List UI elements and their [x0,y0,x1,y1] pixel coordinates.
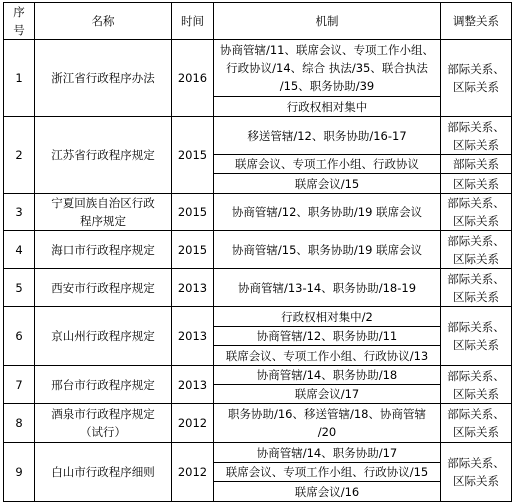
row-year: 2013 [177,377,208,392]
row-index: 2 [15,148,23,162]
row-index: 6 [15,329,23,343]
row-name: 邢台市行政程序规定 [51,377,155,392]
row-year: 2015 [177,148,208,162]
row-mechanism: 协商管辖/11、联席会议、专项工作小组、 行政协议/14、综合 执法/35、联合执法 /15、职务协助/39 [219,43,434,93]
row-adjust: 部际关系 [453,157,499,171]
row-mechanism: 联席会议、专项工作小组、行政协议 [235,157,419,171]
row-mechanism: 联席会议/16 [294,484,360,499]
row-mechanism: 协商管辖/14、职务协助/18 [256,368,398,382]
row-year: 2015 [177,242,208,257]
row-index: 7 [15,377,23,392]
row-name: 浙江省行政程序办法 [51,71,155,85]
row-index: 1 [15,71,23,85]
row-index: 5 [15,280,23,295]
header-year: 时间 [181,14,204,28]
row-adjust: 部际关系、 区际关系 [447,407,505,439]
row-mechanism: 联席会议、专项工作小组、行政协议/13 [225,348,429,363]
header-name: 名称 [91,14,115,28]
row-adjust: 部际关系、 区际关系 [447,196,505,228]
row-adjust: 部际关系、 区际关系 [447,320,505,352]
row-mechanism: 联席会议/15 [294,176,360,191]
row-mechanism: 协商管辖/14、职务协助/17 [256,445,398,460]
table-border-right [511,2,512,502]
row-year: 2013 [177,329,208,343]
row-year: 2013 [177,280,208,295]
row-year: 2012 [177,465,208,479]
row-name: 白山市行政程序细则 [51,465,155,479]
row-adjust: 部际关系、 区际关系 [447,119,505,152]
row-mechanism: 联席会议/17 [294,387,360,401]
row-mechanism: 职务协助/16、移送管辖/18、协商管辖 /20 [227,407,426,439]
row-index: 4 [15,242,23,257]
row-mechanism: 移送管辖/12、职务协助/16-17 [247,128,407,143]
row-mechanism: 协商管辖/13-14、职务协助/18-19 [237,280,417,295]
row-mechanism: 协商管辖/15、职务协助/19 联席会议 [231,242,423,257]
header-index: 序 号 [13,5,25,37]
row-name: 酒泉市行政程序规定 （试行） [51,407,155,439]
row-index: 8 [15,416,23,430]
row-name: 海口市行政程序规定 [51,242,155,257]
row-mechanism: 行政权相对集中 [286,99,368,114]
row-adjust: 部际关系、 区际关系 [447,233,505,266]
row-mechanism: 协商管辖/12、职务协助/11 [256,329,398,343]
row-year: 2015 [177,205,208,219]
row-adjust: 区际关系 [453,176,499,191]
row-adjust: 部际关系、 区际关系 [447,271,505,304]
row-year: 2016 [177,71,208,85]
header-mechanism: 机制 [315,14,339,28]
row-year: 2012 [177,416,208,430]
row-name: 江苏省行政程序规定 [51,148,155,162]
row-mechanism: 行政权相对集中/2 [281,309,373,324]
row-adjust: 部际关系、 区际关系 [447,62,505,94]
header-adjust: 调整关系 [453,14,499,28]
row-name: 宁夏回族自治区行政 程序规定 [51,196,155,228]
row-index: 9 [15,465,23,479]
row-name: 西安市行政程序规定 [51,280,155,295]
row-mechanism: 协商管辖/12、职务协助/19 联席会议 [231,205,423,219]
row-adjust: 部际关系、 区际关系 [447,368,505,401]
row-name: 京山州行政程序规定 [51,329,155,343]
row-index: 3 [15,205,23,219]
row-mechanism: 联席会议、专项工作小组、行政协议/15 [225,465,429,479]
row-adjust: 部际关系、 区际关系 [447,456,505,488]
